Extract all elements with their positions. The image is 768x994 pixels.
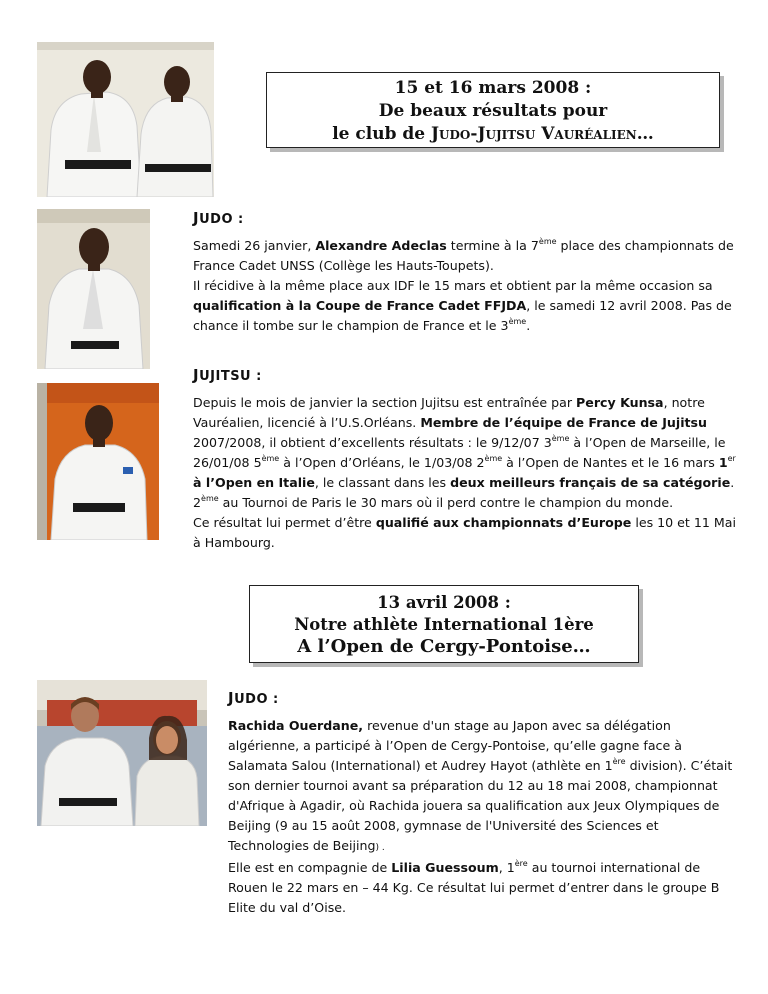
photo-two-judokas	[37, 42, 214, 197]
title-box-april-open	[249, 585, 639, 663]
club-name: Judo-Jujitsu Vauréalien	[431, 124, 637, 144]
section-heading-judo: JUDO :	[193, 209, 244, 227]
title-open: A l’Open de Cergy-Pontoise…	[297, 636, 591, 657]
paragraph-lilia: Elle est en compagnie de Lilia Guessoum, 1ère au tournoi international de Rouen le 22 mars en – 44 Kg. Ce résultat lui permet d’entrer dans le groupe B Elite du val d’Oise.	[228, 858, 720, 915]
athlete-name-rachida: Rachida Ouerdane,	[228, 718, 364, 733]
athlete-name: Alexandre Adeclas	[315, 238, 447, 253]
title-line-2: De beaux résultats pour	[378, 101, 608, 121]
photo-alexandre-adeclas	[37, 209, 150, 369]
photo-percy-kunsa	[37, 383, 159, 540]
title-date: 15 et 16 mars 2008 :	[394, 78, 592, 98]
photo-rachida-lilia	[37, 680, 207, 826]
title-athlete: Notre athlète International 1ère	[294, 615, 594, 634]
title-date-2: 13 avril 2008 :	[377, 593, 511, 612]
title-box-march-results	[266, 72, 720, 148]
athlete-name-lilia: Lilia Guessoum	[391, 860, 499, 875]
section-judo-rachida	[228, 688, 740, 918]
paragraph-judo-1: Samedi 26 janvier, Alexandre Adeclas termine à la 7ème place des championnats de France Cadet UNSS (Collège les Hauts-Toupets).	[193, 236, 734, 273]
paragraph-judo-2: Il récidive à la même place aux IDF le 15 mars et obtient par la même occasion sa qualification à la Coupe de France Cadet FFJDA, le samedi 12 avril 2008. Pas de chance il tombe sur le champion de France et le 3ème.	[193, 278, 732, 333]
paragraph-rachida: Rachida Ouerdane, revenue d'un stage au Japon avec sa délégation algérienne, a participé à l’Open de Cergy-Pontoise, qu’elle gagne face à Salamata Salou (International) et Audrey Hayot (athlète en 1ère division). C’était son dernier tournoi avant sa préparation du 12 au 18 mai 2008, championnat d'Afrique à Agadir, où Rachida jouera sa qualification aux Jeux Olympiques de Beijing (9 au 15 août 2008, gymnase de l'Université des Sciences et Technologies de Beijing) .	[228, 718, 733, 853]
section-judo-alexandre	[193, 208, 738, 336]
title-line-3: le club de Judo-Jujitsu Vauréalien…	[332, 124, 654, 144]
section-heading-judo-2: JUDO :	[228, 689, 279, 707]
section-jujitsu	[193, 365, 738, 553]
section-heading-jujitsu: JUJITSU :	[193, 366, 262, 384]
paragraph-jujitsu-2: Ce résultat lui permet d’être qualifié aux championnats d’Europe les 10 et 11 Mai à Hambourg.	[193, 515, 736, 550]
paragraph-jujitsu-1: Depuis le mois de janvier la section Jujitsu est entraînée par Percy Kunsa, notre Vauréalien, licencié à l’U.S.Orléans. Membre de l’équipe de France de Jujitsu 2007/2008, il obtient d’excellents résultats : le 9/12/07 3ème à l’Open de Marseille, le 26/01/08 5ème à l’Open d’Orléans, le 1/03/08 2ème à l’Open de Nantes et le 16 mars 1er à l’Open en Italie, le classant dans les deux meilleurs français de sa catégorie. 2ème au Tournoi de Paris le 30 mars où il perd contre le champion du monde.	[193, 395, 736, 510]
